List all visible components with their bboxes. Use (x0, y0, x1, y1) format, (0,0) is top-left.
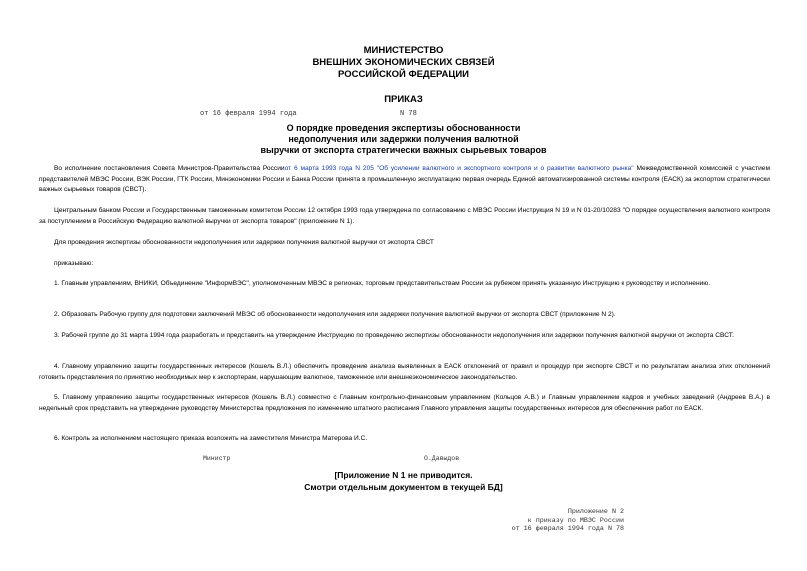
document-title (0, 123, 807, 156)
title-line: выручки от экспорта стратегически важных сырьевых товаров (260, 145, 547, 155)
signature-position: Министр (203, 455, 231, 462)
paragraph-preamble (39, 164, 770, 196)
appendix-line: от 16 февраля 1994 года N 78 (511, 525, 624, 533)
ministry-line: РОССИЙСКОЙ ФЕДЕРАЦИИ (337, 69, 469, 80)
appendix-line: к приказу по МВЭС России (527, 516, 624, 525)
order-item-4: 4. Главному управлению защиты государственных интересов (Кошель В.Л.) обеспечить проведение анализа выявленных в ЕАСК отклонений от правил и процедур при экспорте СВСТ и по результатам анализа этих отклонений готовить представления по принятию необходимых мер к экспортерам, нарушающим валютное, таможенное или внешнеэкономическое законодательство. (39, 363, 770, 381)
signature-name: О.Давыдов (424, 455, 460, 462)
note-line: Смотри отдельным документом в текущей БД] (304, 482, 503, 492)
order-number: N 78 (400, 110, 417, 118)
ministry-line: МИНИСТЕРСТВО (363, 45, 444, 56)
paragraph-order: приказываю: (54, 260, 94, 267)
appendix-line: Приложение N 2 (567, 508, 624, 516)
decree-link[interactable]: от 6 марта 1993 года N 205 "Об усилении валютного и экспортного контроля и о развитии валютного рынка" (284, 165, 634, 172)
appendix-header (512, 508, 624, 534)
order-item-1: 1. Главным управлениям, ВНИКИ, Объединение "ИнформВЭС", уполномоченным МВЭС в регионах, торговым представительствам России за рубежом принять указанную Инструкцию к руководству и исполнению. (54, 280, 711, 287)
ministry-header (0, 45, 807, 81)
paragraph-text: Во исполнение постановления Совета Министров-Правительства России (54, 165, 285, 172)
title-line: недополучения или задержки получения валютной (288, 134, 519, 144)
order-item-2: 2. Образовать Рабочую группу для подготовки заключений МВЭС об обоснованности недополучения или задержки получения валютной выручки от экспорта СВСТ (приложение N 2). (54, 311, 616, 318)
order-item-6: 6. Контроль за исполнением настоящего приказа возложить на заместителя Министра Матерова И.С. (54, 435, 368, 442)
order-item-5: 5. Главному управлению защиты государственных интересов (Кошель В.Л.) совместно с Главным контрольно-финансовым управлением (Кольцов А.В.) и Главным управлением кадров и учебных заведений (Андреев В.А.) в недельный срок представить на утверждение руководству Министерства предложения по изменению штатного расписания Главного управления защиты государственных интересов для обеспечения работ по ЕАСК. (39, 394, 770, 412)
paragraph-instruction: Центральным банком России и Государственным таможенным комитетом России 12 октября 1993 года утверждена по согласованию с МВЭС России Инструкция N 19 и N 01-20/10283 "О порядке осуществления валютного контроля за поступлением в Российскую Федерацию валютной выручки от экспорта товаров" (приложение N 1). (39, 207, 770, 225)
paragraph-text: Межведомственной комиссией с участием представителей МВЭС России, ВЭК России, ГТК России, Минэкономики России и Банка России принята в промышленную эксплуатацию первая очередь Единой автоматизированной системы контроля (ЕАСК) за экспортом стратегически важных сырьевых товаров (СВСТ). (39, 165, 770, 193)
order-item-3: 3. Рабочей группе до 31 марта 1994 года разработать и представить на утверждение Инструкцию по проведению экспертизы обоснованности недополучения или задержки получения валютной выручки от экспорта СВСТ. (54, 332, 734, 339)
ministry-line: ВНЕШНИХ ЭКОНОМИЧЕСКИХ СВЯЗЕЙ (312, 57, 495, 68)
note-line: [Приложение N 1 не приводится. (334, 470, 473, 480)
paragraph-purpose: Для проведения экспертизы обоснованности недополучения или задержки получения валютной выручки от экспорта СВСТ (54, 239, 434, 246)
title-line: О порядке проведения экспертизы обоснованности (286, 123, 521, 133)
editorial-note (0, 469, 807, 493)
order-heading: ПРИКАЗ (384, 94, 423, 105)
order-date: от 16 февраля 1994 года (200, 110, 297, 118)
